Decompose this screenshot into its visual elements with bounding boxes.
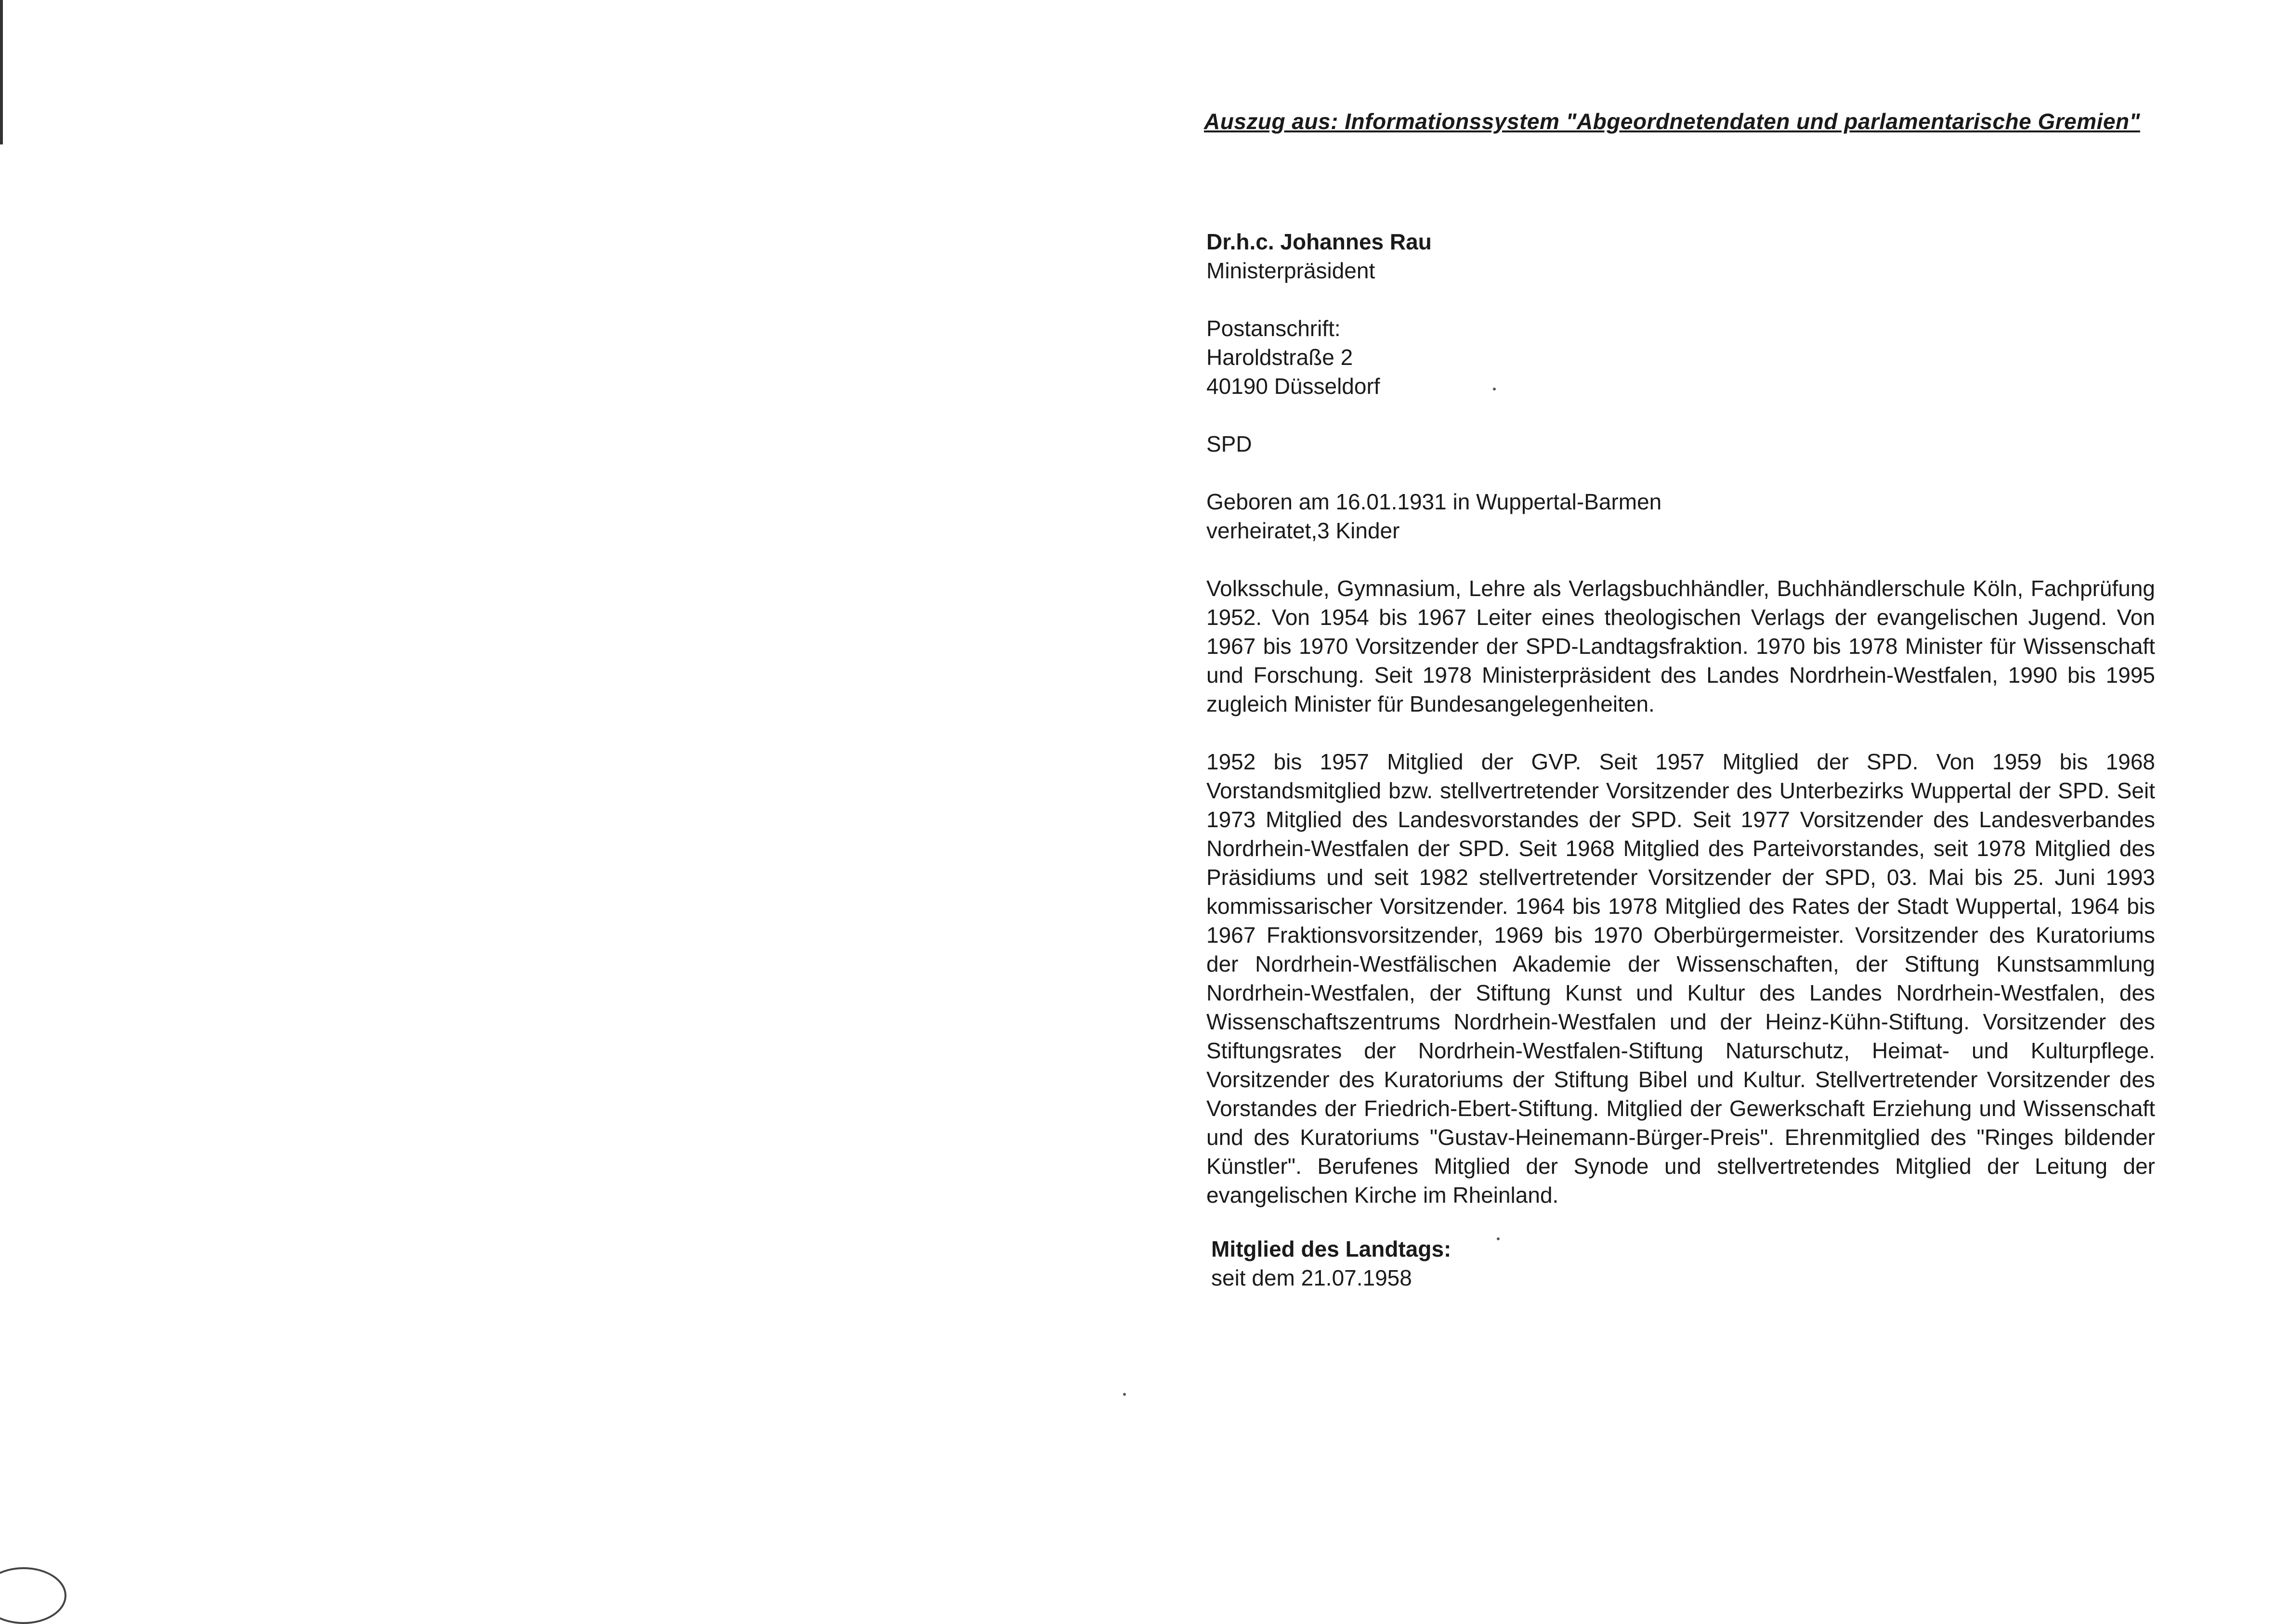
address-block: [1206, 314, 2155, 401]
address-label: Postanschrift:: [1206, 316, 1341, 341]
address-street: Haroldstraße 2: [1206, 345, 1353, 370]
party-name: SPD: [1206, 431, 1252, 456]
person-name: Dr.h.c. Johannes Rau: [1206, 229, 1432, 254]
person-position: Ministerpräsident: [1206, 258, 1375, 283]
address-city: 40190 Düsseldorf: [1206, 374, 1380, 399]
document-header: Auszug aus: Informationssystem "Abgeordnetendaten und parlamentarische Gremien": [1204, 109, 2140, 134]
career-paragraph: Volksschule, Gymnasium, Lehre als Verlagsbuchhändler, Buchhändlerschule Köln, Fachprüfung 1952. Von 1954 bis 1967 Leiter eines theologischen Verlags der evangelischen Jugend. Von 1967 bis 1970 Vorsitzender der SPD-Landtagsfraktion. 1970 bis 1978 Minister für Wissenschaft und Forschung. Seit 1978 Ministerpräsident des Landes Nordrhein-Westfalen, 1990 bis 1995 zugleich Minister für Bundesangelegenheiten.: [1206, 576, 2155, 716]
scan-speck: [1123, 1393, 1126, 1396]
birth-info: Geboren am 16.01.1931 in Wuppertal-Barmen: [1206, 489, 1662, 514]
personal-block: [1206, 487, 2155, 545]
political-paragraph: 1952 bis 1957 Mitglied der GVP. Seit 1957 Mitglied der SPD. Von 1959 bis 1968 Vorstandsmitglied bzw. stellvertretender Vorsitzender des Unterbezirks Wuppertal der SPD. Seit 1973 Mitglied des Landesvorstandes der SPD. Seit 1977 Vorsitzender des Landesverbandes Nordrhein-Westfalen der SPD. Seit 1968 Mitglied des Parteivorstandes, seit 1978 Mitglied des Präsidiums und seit 1982 stellvertretender Vorsitzender der SPD, 03. Mai bis 25. Juni 1993 kommissarischer Vorsitzender. 1964 bis 1978 Mitglied des Rates der Stadt Wuppertal, 1964 bis 1967 Fraktionsvorsitzender, 1969 bis 1970 Oberbürgermeister. Vorsitzender des Kuratoriums der Nordrhein-Westfälischen Akademie der Wissenschaften, der Stiftung Kunstsammlung Nordrhein-Westfalen, der Stiftung Kunst und Kultur des Landes Nordrhein-Westfalen, des Wissenschaftszentrums Nordrhein-Westfalen und der Heinz-Kühn-Stiftung. Vorsitzender des Stiftungsrates der Nordrhein-Westfalen-Stiftung Naturschutz, Heimat- und Kulturpflege. Vorsitzender des Kuratoriums der Stiftung Bibel und Kultur. Stellvertretender Vorsitzender des Vorstandes der Friedrich-Ebert-Stiftung. Mitglied der Gewerkschaft Erziehung und Wissenschaft und des Kuratoriums "Gustav-Heinemann-Bürger-Preis". Ehrenmitglied des "Ringes bildender Künstler". Berufenes Mitglied der Synode und stellvertretendes Mitglied der Leitung der evangelischen Kirche im Rheinland.: [1206, 749, 2155, 1208]
family-info: verheiratet,3 Kinder: [1206, 518, 1400, 543]
document-body: [1206, 227, 2155, 1292]
person-block: [1206, 227, 2155, 285]
scan-page-edge: [0, 0, 3, 144]
membership-block: [1206, 1234, 2155, 1292]
membership-since: seit dem 21.07.1958: [1211, 1265, 1412, 1290]
stamp-mark: [0, 1567, 66, 1624]
party-block: [1206, 429, 2155, 458]
membership-label: Mitglied des Landtags:: [1211, 1236, 1451, 1261]
